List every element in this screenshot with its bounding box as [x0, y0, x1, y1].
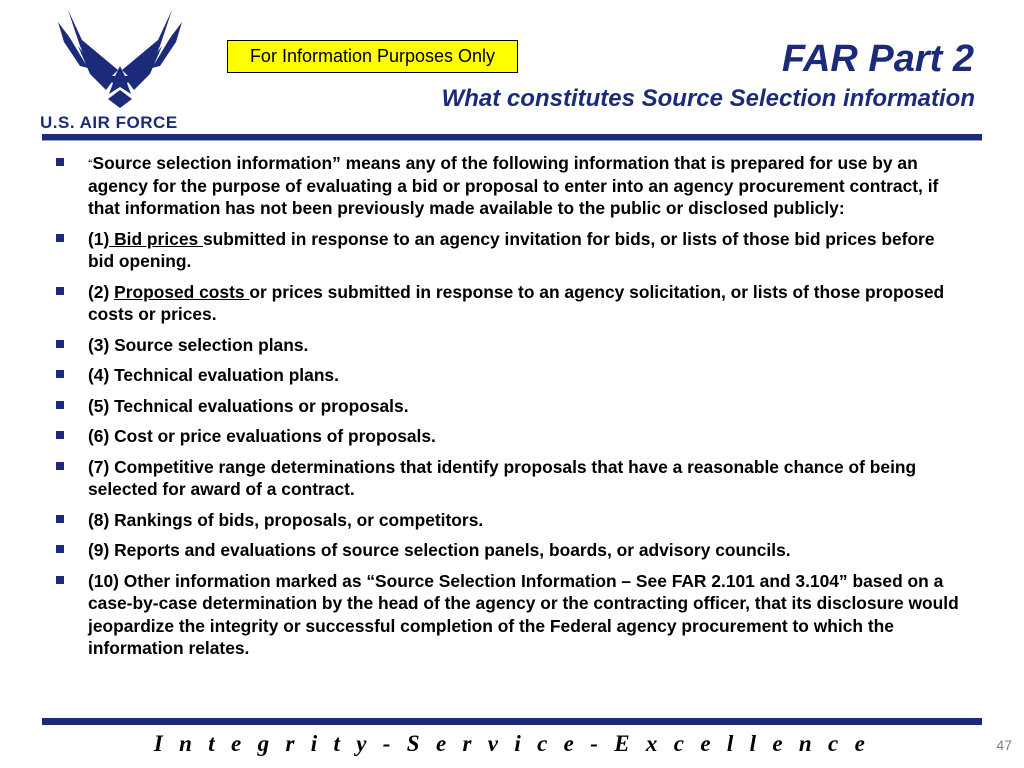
- list-item-text: (5) Technical evaluations or proposals.: [88, 395, 409, 416]
- list-item-text: (9) Reports and evaluations of source selection panels, boards, or advisory councils.: [88, 540, 791, 560]
- list-item-prefix: (2): [88, 281, 115, 302]
- list-item-text: submitted in response to an agency invitation for bids, or lists of those bid prices before bid opening.: [88, 228, 935, 271]
- list-item: [52, 539, 962, 562]
- list-item-text: (7) Competitive range determinations that identify proposals that have a reasonable chance of being selected for award of a contract.: [88, 456, 917, 499]
- list-item: [52, 395, 962, 418]
- square-bullet-icon: [56, 431, 64, 439]
- air-force-logo: [40, 8, 200, 134]
- slide-subtitle: What constitutes Source Selection information: [441, 85, 975, 112]
- slide-title: FAR Part 2: [781, 38, 974, 80]
- air-force-wings-icon: [40, 8, 200, 108]
- list-item-text: (3) Source selection plans.: [88, 334, 309, 355]
- list-item: [52, 425, 962, 448]
- square-bullet-icon: [56, 515, 64, 523]
- square-bullet-icon: [56, 401, 64, 409]
- square-bullet-icon: [56, 287, 64, 295]
- bullet-list: [52, 152, 962, 668]
- list-item-text: or prices submitted in response to an agency solicitation, or lists of those proposed costs or prices.: [88, 281, 945, 324]
- logo-wordmark: U.S. AIR FORCE: [40, 113, 178, 132]
- list-item: [52, 152, 962, 220]
- square-bullet-icon: [56, 462, 64, 470]
- list-item: [52, 228, 962, 273]
- square-bullet-icon: [56, 234, 64, 242]
- list-item: [52, 334, 962, 357]
- open-quote: “: [88, 158, 93, 168]
- list-item: [52, 281, 962, 326]
- square-bullet-icon: [56, 545, 64, 553]
- underlined-term: ) Bid prices: [103, 228, 204, 249]
- list-item-text: (8) Rankings of bids, proposals, or competitors.: [88, 509, 484, 530]
- list-item-prefix: (1: [88, 228, 104, 249]
- square-bullet-icon: [56, 576, 64, 584]
- list-item-text: (10) Other information marked as “Source Selection Information – See FAR 2.101 and 3.104” based on a case-by-case determination by the head of the agency or the contracting officer, that its disclosure would jeopardize the integrity or successful completion of the Federal agency procurement to which the information relates.: [88, 570, 959, 658]
- footer-motto: I n t e g r i t y - S e r v i c e - E x c e l l e n c e: [153, 731, 871, 756]
- list-item-text: (4) Technical evaluation plans.: [88, 365, 339, 385]
- disclaimer-badge: For Information Purposes Only: [227, 40, 518, 73]
- square-bullet-icon: [56, 158, 64, 166]
- list-item-text: Source selection information” means any of the following information that is prepared for use by an agency for the purpose of evaluating a bid or proposal to enter into an agency procurement contract, if that information has not been previously made available to the public or disclosed publicly:: [88, 153, 939, 218]
- list-item: [52, 570, 962, 660]
- list-item: [52, 364, 962, 387]
- square-bullet-icon: [56, 340, 64, 348]
- list-item-text: (6) Cost or price evaluations of proposals.: [88, 426, 436, 446]
- page-number: 47: [996, 737, 1012, 753]
- footer-divider: [42, 718, 982, 725]
- underlined-term: Proposed costs: [114, 281, 250, 302]
- list-item: [52, 456, 962, 501]
- header-divider-shadow: [42, 140, 982, 141]
- square-bullet-icon: [56, 370, 64, 378]
- list-item: [52, 509, 962, 532]
